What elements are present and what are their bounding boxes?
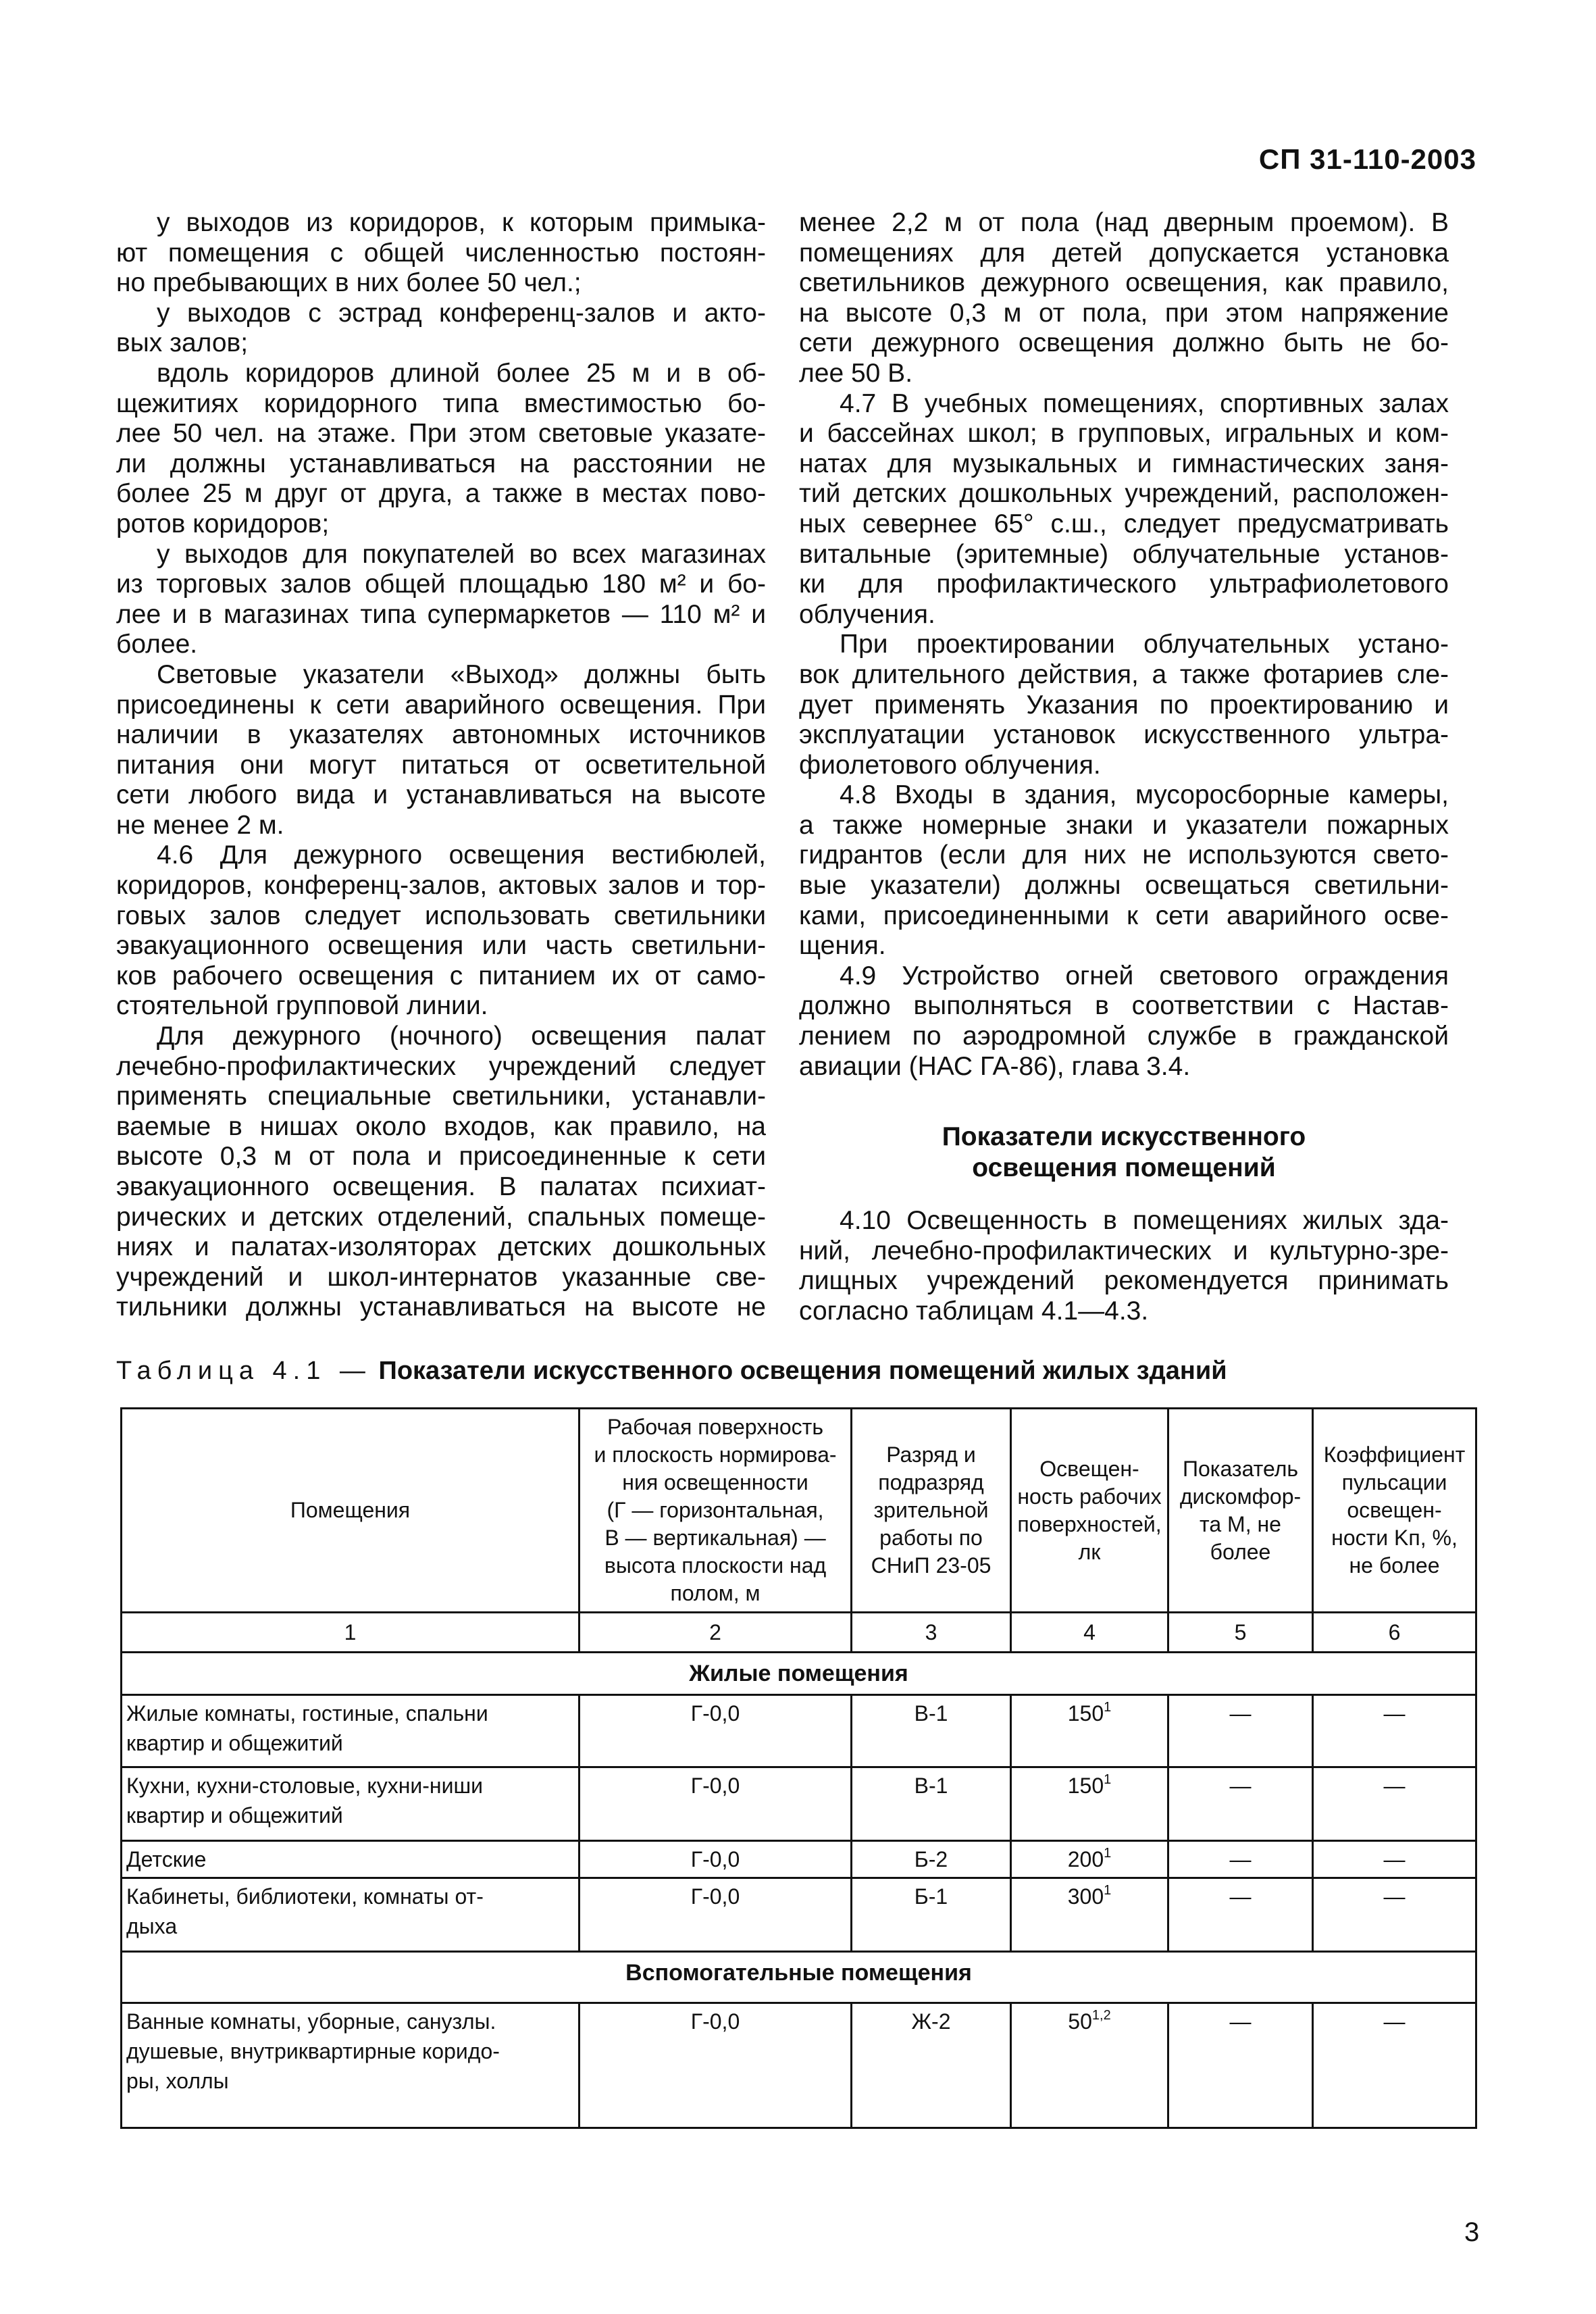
text-line: питания они могут питаться от осветительной (116, 750, 766, 780)
paragraph (799, 1206, 1449, 1326)
table-row (122, 1841, 1476, 1878)
text-line: щежитиях коридорного типа вместимостью бо- (116, 388, 766, 418)
cell-line: Детские (126, 1847, 207, 1871)
text-line: сети дежурного освещения должно быть не бо- (799, 328, 1449, 358)
pulsation-coefficient: — (1313, 1695, 1476, 1767)
paragraph (799, 208, 1449, 389)
illuminance (1011, 1878, 1168, 1952)
cell-line: полом, м (670, 1581, 761, 1605)
text-line: ли должны устанавливаться на расстоянии не (116, 449, 766, 478)
cell-line: Кабинеты, библиотеки, комнаты от- (126, 1884, 484, 1909)
cell-line: Кухни, кухни-столовые, кухни-ниши (126, 1774, 483, 1798)
cell-line: Коэффициент (1323, 1442, 1466, 1467)
cell-line: Разряд и (886, 1442, 976, 1467)
text-line: наличии в указателях автономных источников (116, 720, 766, 750)
document-code: СП 31-110-2003 (1258, 143, 1476, 175)
page-number: 3 (1464, 2217, 1480, 2247)
text-line: 4.6 Для дежурного освещения вестибюлей, (157, 840, 766, 870)
text-line: витальные (эритемные) облучательные установ- (799, 539, 1449, 569)
text-line: ниях и палатах-изоляторах детских дошкольных (116, 1232, 766, 1262)
section-title: Вспомогательные помещения (122, 1952, 1476, 2003)
column-number: 5 (1168, 1613, 1313, 1653)
pulsation-coefficient: — (1313, 1841, 1476, 1878)
table-row (122, 1878, 1476, 1952)
text-line: высоте 0,3 м от пола и присоединенные к сети (116, 1142, 766, 1172)
text-line: фиолетового облучения. (799, 750, 1101, 780)
cell-line: Жилые комнаты, гостиные, спальни (126, 1701, 488, 1726)
text-line: у выходов из коридоров, к которым примыка- (157, 208, 766, 237)
column-number: 3 (852, 1613, 1011, 1653)
room-name (122, 1767, 580, 1841)
room-name (122, 2003, 580, 2128)
footnote-ref: 1 (1104, 1700, 1112, 1715)
text-line: на высоте 0,3 м от пола, при этом напряжение (799, 298, 1449, 328)
text-line: лищных учреждений рекомендуется принимать (799, 1266, 1449, 1296)
paragraph (116, 359, 766, 540)
text-line: менее 2,2 м от пола (над дверным проемом). В (799, 208, 1449, 237)
text-line: При проектировании облучательных устано- (840, 630, 1449, 659)
text-line: гидрантов (если для них не используются свето- (799, 840, 1449, 870)
footnote-ref: 1 (1104, 1772, 1112, 1787)
text-line: ков рабочего освещения с питанием их от само- (116, 961, 766, 990)
cell-line: та M, не (1200, 1511, 1281, 1536)
discomfort-index: — (1168, 1878, 1313, 1952)
visual-grade: В-1 (852, 1695, 1011, 1767)
work-surface: Г-0,0 (580, 1878, 852, 1952)
column-number: 2 (580, 1613, 852, 1653)
cell-line: Помещения (290, 1498, 411, 1522)
cell-line: подразряд (878, 1470, 984, 1494)
text-line: более. (116, 630, 198, 659)
room-name (122, 1878, 580, 1952)
header-cell (122, 1409, 580, 1613)
pulsation-coefficient: — (1313, 2003, 1476, 2128)
right-text-column (799, 208, 1449, 1082)
text-line: не менее 2 м. (116, 810, 284, 840)
footnote-ref: 1 (1104, 1883, 1112, 1898)
room-name (122, 1841, 580, 1878)
header-cell (1011, 1409, 1168, 1613)
cell-line: лк (1078, 1539, 1101, 1564)
right-text-column-after-heading (799, 1206, 1449, 1326)
cell-line: и плоскость нормирова- (594, 1442, 837, 1467)
cell-line: работы по (879, 1526, 983, 1550)
header-cell (1168, 1409, 1313, 1613)
illuminance-value: 150 (1067, 1701, 1104, 1726)
cell-line: Освещен- (1039, 1456, 1139, 1481)
discomfort-index: — (1168, 1695, 1313, 1767)
text-line: более 25 м друг от друга, а также в местах пово- (116, 479, 766, 509)
work-surface: Г-0,0 (580, 1767, 852, 1841)
cell-line: (Г — горизонтальная, (607, 1498, 824, 1522)
text-line: помещениях для детей допускается установка (799, 238, 1449, 268)
text-line: ками, присоединенными к сети аварийного осве- (799, 901, 1449, 930)
column-number-row (122, 1613, 1476, 1653)
cell-line: Рабочая поверхность (607, 1415, 823, 1439)
text-line: лее и в магазинах типа супермаркетов — 110 м² и (116, 599, 766, 629)
discomfort-index: — (1168, 1841, 1313, 1878)
text-line: говых залов следует использовать светильники (116, 901, 766, 930)
text-line: рических и детских отделений, спальных помеще- (116, 1202, 766, 1232)
cell-line: ности Kп, %, (1331, 1526, 1458, 1550)
cell-line: пульсации (1341, 1470, 1447, 1494)
text-line: Световые указатели «Выход» должны быть (157, 659, 766, 689)
visual-grade: В-1 (852, 1767, 1011, 1841)
header-cell (580, 1409, 852, 1613)
text-line: сети любого вида и устанавливаться на высоте (116, 780, 766, 810)
cell-line: высота плоскости над (604, 1553, 827, 1578)
text-line: облучения. (799, 599, 935, 629)
text-line: ротов коридоров; (116, 509, 330, 538)
header-cell (1313, 1409, 1476, 1613)
illuminance (1011, 1841, 1168, 1878)
text-line: 4.9 Устройство огней светового ограждения (840, 961, 1449, 990)
footnote-ref: 1 (1104, 1846, 1112, 1861)
work-surface: Г-0,0 (580, 1841, 852, 1878)
text-line: лее 50 В. (799, 358, 913, 388)
cell-line: квартир и общежитий (126, 1803, 343, 1828)
cell-line: Показатель (1182, 1456, 1299, 1481)
section-heading (799, 1122, 1449, 1184)
section-heading-line: освещения помещений (972, 1153, 1276, 1182)
column-number: 4 (1011, 1613, 1168, 1653)
text-line: из торговых залов общей площадью 180 м² и бо- (116, 570, 766, 599)
table-row (122, 1695, 1476, 1767)
work-surface: Г-0,0 (580, 2003, 852, 2128)
text-line: ют помещения с общей численностью постоян- (116, 238, 766, 268)
text-line: натах для музыкальных и гимнастических заня- (799, 449, 1449, 478)
section-heading-line: Показатели искусственного (942, 1122, 1306, 1151)
text-line: у выходов для покупателей во всех магазинах (157, 539, 766, 569)
text-line: эксплуатации установок искусственного ультра- (799, 720, 1449, 750)
illuminance-value: 50 (1068, 2009, 1092, 2034)
cell-line: дискомфор- (1179, 1484, 1302, 1509)
paragraph (116, 660, 766, 841)
text-line: дует применять Указания по проектированию и (799, 690, 1449, 720)
text-line: лее 50 чел. на этаже. При этом световые указате- (116, 419, 766, 449)
text-line: ваемые в нишах около входов, как правило, на (116, 1111, 766, 1141)
text-line: эвакуационного освещения или часть светильни- (116, 931, 766, 961)
text-line: эвакуационного освещения. В палатах психиат- (116, 1172, 766, 1201)
cell-line: ния освещенности (622, 1470, 808, 1494)
room-name (122, 1695, 580, 1767)
table-caption-label: Таблица 4.1 — (116, 1357, 371, 1385)
text-line: 4.7 В учебных помещениях, спортивных залах (840, 388, 1449, 418)
text-line: щения. (799, 931, 886, 961)
cell-line: квартир и общежитий (126, 1731, 343, 1755)
cell-line: ность рабочих (1017, 1484, 1162, 1509)
text-line: а также номерные знаки и указатели пожарных (799, 810, 1449, 840)
text-line: тильники должны устанавливаться на высоте не (116, 1292, 766, 1322)
text-line: вые указатели) должны освещаться светильни- (799, 871, 1449, 901)
discomfort-index: — (1168, 1767, 1313, 1841)
visual-grade: Ж-2 (852, 2003, 1011, 2128)
cell-line: В — вертикальная) — (604, 1526, 826, 1550)
discomfort-index: — (1168, 2003, 1313, 2128)
illuminance (1011, 1695, 1168, 1767)
text-line: лением по аэродромной службе в гражданской (799, 1022, 1449, 1051)
left-text-column (116, 208, 766, 1323)
illuminance-value: 150 (1067, 1774, 1104, 1798)
text-line: вок длительного действия, а также фотариев сле- (799, 659, 1449, 689)
text-line: 4.8 Входы в здания, мусоросборные камеры, (840, 780, 1449, 810)
pulsation-coefficient: — (1313, 1878, 1476, 1952)
visual-grade: Б-2 (852, 1841, 1011, 1878)
text-line: светильников дежурного освещения, как правило, (799, 268, 1449, 298)
text-line: должно выполняться в соответствии с Настав- (799, 991, 1449, 1021)
paragraph (799, 961, 1449, 1082)
text-line: Для дежурного (ночного) освещения палат (157, 1022, 766, 1051)
table-row (122, 2003, 1476, 2128)
paragraph (116, 299, 766, 359)
table-caption-title: Показатели искусственного освещения помещений жилых зданий (378, 1357, 1227, 1385)
paragraph (116, 208, 766, 299)
column-number: 1 (122, 1613, 580, 1653)
cell-line: СНиП 23-05 (871, 1553, 992, 1578)
text-line: вдоль коридоров длиной более 25 м и в об- (157, 358, 766, 388)
text-line: и бассейнах школ; в групповых, игральных и ком- (799, 419, 1449, 449)
paragraph (116, 840, 766, 1022)
cell-line: Ванные комнаты, уборные, санузлы. (126, 2009, 496, 2034)
section-title: Жилые помещения (122, 1653, 1476, 1695)
text-line: авиации (НАС ГА-86), глава 3.4. (799, 1051, 1191, 1081)
paragraph (799, 389, 1449, 630)
text-line: лечебно-профилактических учреждений следует (116, 1051, 766, 1081)
illuminance (1011, 1767, 1168, 1841)
text-line: ных севернее 65° с.ш., следует предусматривать (799, 509, 1449, 538)
paragraph (799, 780, 1449, 961)
section-row (122, 1653, 1476, 1695)
cell-line: поверхностей, (1017, 1511, 1162, 1536)
text-line: ки для профилактического ультрафиолетового (799, 570, 1449, 599)
text-line: 4.10 Освещенность в помещениях жилых зда- (840, 1206, 1449, 1235)
cell-line: дыха (126, 1914, 178, 1938)
text-line: тий детских дошкольных учреждений, расположен- (799, 479, 1449, 509)
text-line: присоединены к сети аварийного освещения. При (116, 690, 766, 720)
table-caption (116, 1357, 1227, 1386)
text-line: учреждений и школ-интернатов указанные све- (116, 1262, 766, 1292)
cell-line: ры, холлы (126, 2069, 229, 2093)
work-surface: Г-0,0 (580, 1695, 852, 1767)
text-line: но пребывающих в них более 50 чел.; (116, 268, 582, 298)
text-line: применять специальные светильники, устанавли- (116, 1082, 766, 1111)
footnote-ref: 1,2 (1091, 2008, 1111, 2023)
illuminance-value: 300 (1067, 1884, 1104, 1909)
table-row (122, 1767, 1476, 1841)
header-cell (852, 1409, 1011, 1613)
paragraph (799, 630, 1449, 780)
text-line: коридоров, конференц-залов, актовых залов и тор- (116, 871, 766, 901)
section-row (122, 1952, 1476, 2003)
cell-line: не более (1349, 1553, 1440, 1578)
text-line: стоятельной групповой линии. (116, 991, 488, 1021)
illuminance (1011, 2003, 1168, 2128)
paragraph (116, 540, 766, 660)
lighting-table (120, 1407, 1477, 2129)
pulsation-coefficient: — (1313, 1767, 1476, 1841)
cell-line: душевые, внутриквартирные коридо- (126, 2039, 500, 2063)
column-number: 6 (1313, 1613, 1476, 1653)
cell-line: более (1210, 1539, 1271, 1564)
cell-line: зрительной (873, 1498, 989, 1522)
cell-line: освещен- (1347, 1498, 1442, 1522)
text-line: вых залов; (116, 328, 249, 358)
table-header-row (122, 1409, 1476, 1613)
paragraph (116, 1022, 766, 1323)
text-line: согласно таблицам 4.1—4.3. (799, 1296, 1149, 1326)
text-line: у выходов с эстрад конференц-залов и акто- (157, 298, 766, 328)
visual-grade: Б-1 (852, 1878, 1011, 1952)
text-line: ний, лечебно-профилактических и культурно-зре- (799, 1236, 1449, 1265)
illuminance-value: 200 (1067, 1847, 1104, 1871)
